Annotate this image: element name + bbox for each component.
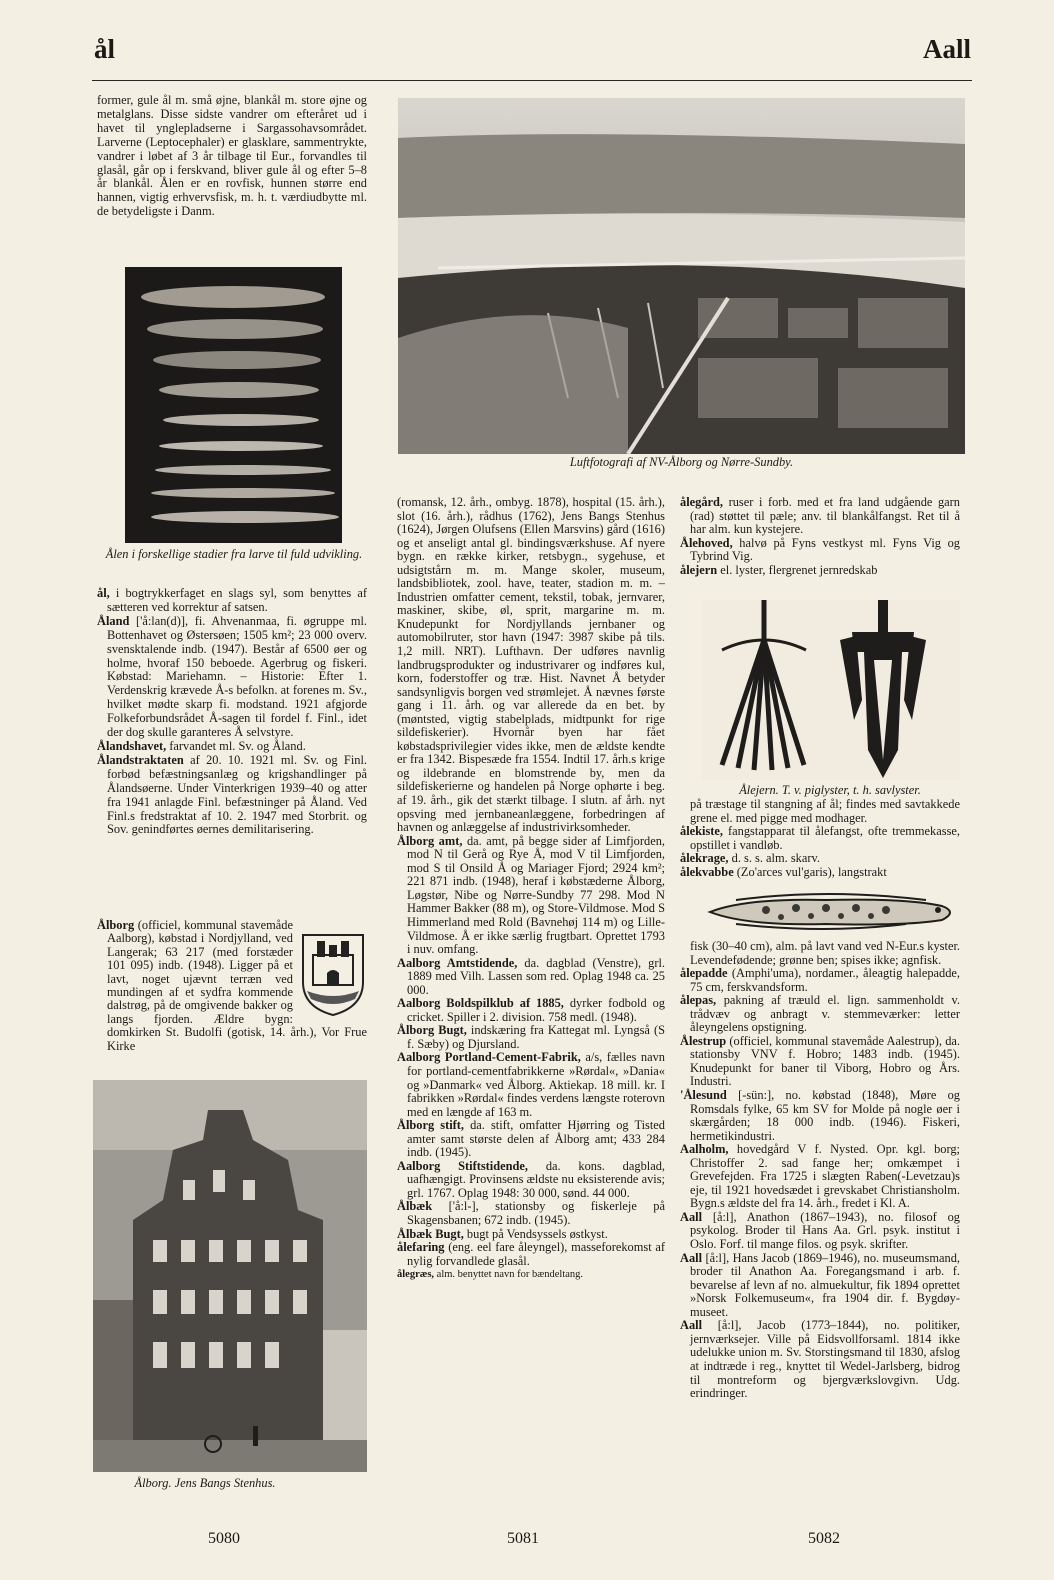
aerial-photo-alborg (398, 98, 965, 454)
page-number-left: 5080 (208, 1530, 240, 1547)
entry: ålegræs, alm. benyttet navn for bændeltang. (397, 1269, 584, 1281)
caption-eels: Ålen i forskellige stadier fra larve til fuld udvikling. (105, 547, 363, 561)
page-number-right: 5082 (808, 1530, 840, 1547)
entry: Ålborg Bugt, indskæring fra Kattegat ml. Lyngså (S f. Sæby) og Djursland. (397, 1023, 665, 1051)
jens-bangs-stenhus-photo (93, 1080, 367, 1472)
entry: Aalborg Portland-Cement-Fabrik, a/s, fælles navn for portland-cementfabrikkerne »Rørdal«, »Dania« og »Danmark« ved Ålborg. Aktiekap. 18 mill. kr. I fabrikken »Rørdal« findes verdens længste roterovn med en længde af 163 m. (397, 1050, 665, 1119)
entry: Ålborg stift, da. stift, omfatter Hjørring og Tisted amter samt største delen af Ålborg amt; 433 284 indb. (1945). (397, 1118, 665, 1160)
column-1-intro (97, 94, 367, 219)
entry: Ålbæk Bugt, bugt på Vendsyssels østkyst. (397, 1226, 608, 1241)
entry: ålekvabbe (Zo'arces vul'garis), langstrakt (680, 864, 887, 879)
caption-tools: Ålejern. T. v. piglyster, t. h. savlyster. (739, 783, 921, 797)
column-3-top (680, 496, 960, 577)
entry-alborg-continued: (romansk, 12. årh., ombyg. 1878), hospital (15. årh.), slot (16. årh.), rådhus (1762), Jens Bangs Stenhus (1624), Jørgen Olufsens (Ellen Marsvins) gård (1616) og et anseligt antal gl. bindingsværkshuse. Af nyere bygn. en række kirker, retsbygn., sygehuse, et udsigtstårn m. m. Mange skoler, museum, landsbibliotek, zool. have, teater, stadion m. m. –Industrien omfatter cement, tekstil, tobak, jernvarer, maskiner, skibe, øl, sprit, margarine m. m. Knudepunkt for Nordjyllands jernbaner og automobilruter, stor havn (1947: 3987 skibe på tils. 1,2 mill. NRT). Lufthavn. Der udføres navnlig landbrugsprodukter og industrivarer og indføres kul, korn, foderstoffer og træ. Hist. Navnet Å betyder sandsynligvis borgen ved strømlejet. Å nævnes første gang i 11. årh. og var allerede da en bet. by (møntsted, vigtig stabelplads, midtpunkt for rige sildefiskerier). Hvornår byen har fået købstadsprivilegier vides ikke, men de ældste kendte er fra 1342. Bispesæde fra 1554. Indtil 17. årh.s krige og ildebrande en blomstrende by, men da sildefiskerierne og handelen på Norge ophørte i beg. af 19. årh., gik det stærkt tilbage. I slutn. af årh. nyt opsving med jernbaneanlæggene, forbedringen af havnen og anlæggelse af industrivirksomheder. (397, 495, 665, 835)
entry: Aall [å:l], Hans Jacob (1869–1946), no. museumsmand, broder til Anathon Aa. Foregangsmand i arb. f. bevarelse af levn af no. almuekultur, fik 1894 oprettet »Norsk Folkemuseum«, fra 1904 dir. f. Bygdøy-museet. (680, 1250, 960, 1319)
entry: Aalborg Amtstidende, da. dagblad (Venstre), grl. 1889 med Vilh. Lassen som red. Oplag 1948 ca. 25 000. (397, 955, 665, 997)
entry: Aalholm, hovedgård V f. Nysted. Opr. kgl. borg; Christoffer 2. sad fange her; omkæmpet i Grevefejden. Fra 1725 i slægten Raben(-Levetzau)s eje, til 1921 hovedsædet i grevskabet Christiansholm. Bygn.s ældste del fra 14. årh., fredet i Kl. A. (680, 1142, 960, 1211)
page-number-middle: 5081 (507, 1530, 539, 1547)
entry: Aall [å:l], Anathon (1867–1943), no. filosof og psykolog. Broder til Hans Aa. Grl. psyk. institut i Oslo. Forf. til mange filos. og psyk. skrifter. (680, 1209, 960, 1252)
caption-aerial: Luftfotografi af NV-Ålborg og Nørre-Sundby. (569, 455, 794, 469)
entry: 'Ålesund [-sün:], no. købstad (1848), Møre og Romsdals fylke, 65 km SV for Molde på nogle øer i skærgården; 18 000 indb. (1946). Fiskeri, hermetikindustri. (680, 1088, 960, 1143)
entry: Ålandshavet, farvandet ml. Sv. og Åland. (97, 738, 306, 753)
entry: ål, i bogtrykkerfaget en slags syl, som benyttes af sætteren ved korrektur af satsen. (97, 586, 367, 614)
entry: Ålehoved, halvø på Fyns vestkyst ml. Fyns Vig og Tybrind Vig. (680, 535, 960, 564)
alborg-coat-of-arms (299, 927, 367, 1017)
entry: ålegård, ruser i forb. med et fra land udgående garn (rad) støttet til pæle; anv. til blankålfangst. Ret til å har alm. kun kystejere. (680, 495, 960, 537)
entry: ålepas, pakning af træuld el. lign. sammenholdt v. trådvæv og anbragt v. stemmeværker: letter åleyngelens opstigning. (680, 993, 960, 1035)
entry: Aall [å:l], Jacob (1773–1844), no. politiker, jernværksejer. Ville på Eidsvollforsaml. 1814 ikke udelukke union m. Sv. Storstingsmand til 1830, afslog at indtræde i reg., knyttet til Wedel-Jarlsberg, bidrog til montreform og bjergværkslovgivn. Udg. erindringer. (680, 1318, 960, 1401)
entry: ålekrage, d. s. s. alm. skarv. (680, 851, 820, 866)
entry: Ålandstraktaten af 20. 10. 1921 ml. Sv. og Finl. forbød befæstningsanlæg og krigshandlinger på Ålandsøerne. Under Vinterkrigen 1939–40 og atter fra 1941 anlagde Finl. befæstninger på Åland. Ved Finl.s fredstraktat af 10. 2. 1947 med Storbrit. og Sov. genindførtes øernes demilitarisering. (97, 752, 367, 837)
header-rule (92, 80, 972, 81)
entry: ålekiste, fangstapparat til ålefangst, ofte tremmekasse, opstillet i vandløb. (680, 824, 960, 852)
entry-alejern-continued: på træstage til stangning af ål; findes med savtakkede grene el. med pigge med modhager. (690, 797, 960, 825)
entry-text: former, gule ål m. små øjne, blankål m. store øjne og metalglans. Disse sidste vandrer om efteråret ud i havet til ynglepladserne i Sargassohavsområdet. Larverne (Leptocephaler) er glasklare, sammentrykte, vandrer i løbet af 3 år tilbage til Eur., forvandles til glasål, går op i ferskvand, bliver gule ål og efter 5–8 år blankål. Ålen er en rovfisk, hunnen større end hannen, vigtig erhvervsfisk, m. h. t. værdiudbytte ml. de betydeligste i Danm. (97, 93, 367, 219)
entry: ålepadde (Amphi'uma), nordamer., åleagtig halepadde, 75 cm, ferskvandsform. (680, 966, 960, 994)
header-guideword-left: ål (94, 34, 116, 64)
column-3-bottom (680, 940, 960, 1401)
header-guideword-right: Aall (922, 34, 971, 64)
entry-alborg: Ålborg (officiel, kommunal stavemåde Aalborg), købstad i Nordjylland, ved Langerak; 63 217 (med forstæder 101 095) indb. (1948). Ligger på et lavt, noget ujævnt terræn ved mundingen af et sydfra kommende dalstrøg, på de omgivende bakker og langs fjorden. Ældre bygn: domkirken St. Budolfi (gotisk, 14. årh.), Vor Frue Kirke (97, 918, 367, 1053)
entry-alekvabbe-continued: fisk (30–40 cm), alm. på lavt vand ved N-Eur.s kyster. Levendefødende; grønne ben; spises ikke; agnfisk. (690, 939, 960, 967)
entry: ålefaring (eng. eel fare åleyngel), masseforekomst af nylig forvandlede glasål. (397, 1240, 665, 1268)
eel-stages-photo (125, 267, 342, 543)
caption-building: Ålborg. Jens Bangs Stenhus. (134, 1476, 276, 1490)
entry: Ålborg amt, da. amt, på begge sider af Limfjorden, mod N til Gerå og Rye Å, mod V til Limfjorden, mod S til Onsild Å og Mariager Fjord; 2924 km²; 221 871 indb. (1948), heraf i købstæderne Ålborg, Løgstør, Nibe og Nørre-Sundby 77 298. Mod N Hammer Bakker (88 m), og Store-Vildmose. Mod S Himmerland med Rold (Bavnehøj 114 m) og Lille-Vildmose. Å er ikke særlig frugtbart. Oprettet 1793 i nuv. omfang. (397, 833, 665, 957)
entry: Ålestrup (officiel, kommunal stavemåde Aalestrup), da. stationsby VNV f. Hobro; 1483 indb. (1945). Knudepunkt for baner til Viborg, Hobro og Års. Industri. (680, 1033, 960, 1089)
entry: Ålbæk ['å:l-], stationsby og fiskerleje på Skagensbanen; 672 indb. (1945). (397, 1199, 665, 1227)
entry: Åland ['å:lan(d)], fi. Ahvenanmaa, fi. øgruppe ml. Bottenhavet og Østersøen; 1505 km²; 23 000 overv. svensktalende indb. (1947). Består af 6500 øer og holme, hvoraf 150 beboede. Agerbrug og fiskeri. Købstad: Mariehamn. – Historie: Efter 1. Verdenskrig krævede Å-s befolkn. at forenes m. Sv., hvilket mødte skarp fi. modstand. 1921 afgjorde Folkeforbundsrådet Å-sagen til fordel f. Finl., idet der dog skulle garanteres Å selvstyre. (97, 613, 367, 740)
entry: Aalborg Boldspilklub af 1885, dyrker fodbold og cricket. Spiller i 2. division. 758 medl. (1948). (397, 996, 665, 1024)
entry: Aalborg Stiftstidende, da. kons. dagblad, uafhængigt. Provinsens ældste nu eksisterende avis; grl. 1767. Oplag 1948: 30 000, sønd. 44 000. (397, 1158, 665, 1200)
alekvabbe-fish-illustration (706, 886, 960, 938)
column-1-entries (97, 587, 367, 837)
entry: ålejern el. lyster, flergrenet jernredskab (680, 562, 878, 577)
column-2 (397, 496, 665, 1282)
column-3-middle (680, 798, 960, 879)
alejern-tools-illustration (702, 600, 960, 780)
